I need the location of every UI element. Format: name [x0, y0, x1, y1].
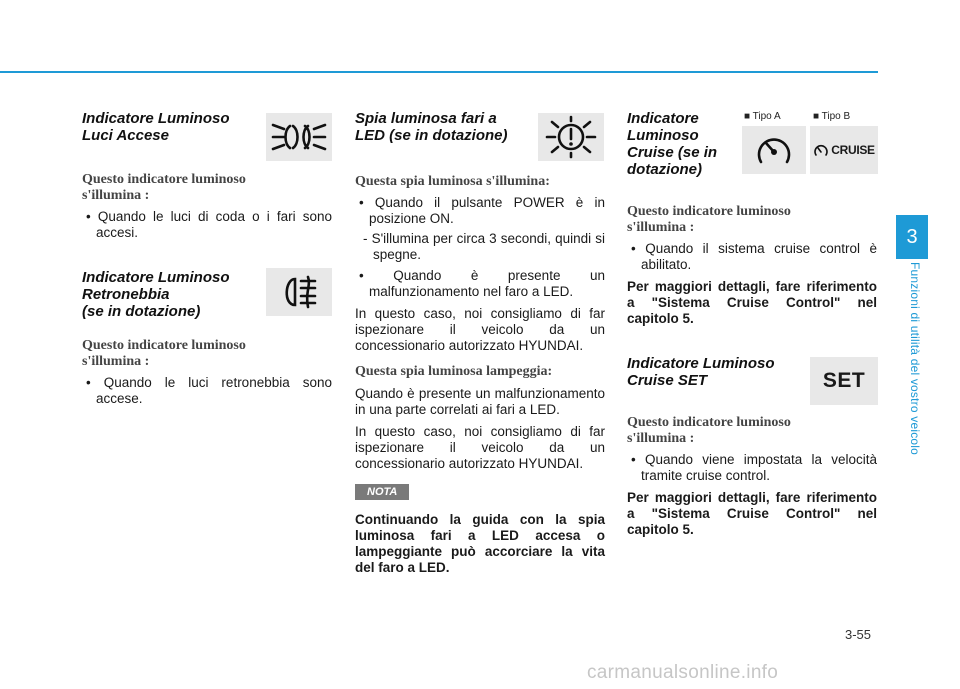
nota-badge: NOTA [355, 484, 409, 500]
cruise-type-a-icon [742, 126, 806, 174]
heading-line: (se in dotazione) [82, 303, 201, 320]
heading-line: LED (se in dotazione) [355, 127, 508, 144]
tail-lights-indicator-icon [266, 113, 332, 161]
tail-light-subheading: Questo indicatore luminoso s'illumina : [82, 172, 246, 203]
column-2 [355, 110, 605, 576]
heading-line: Indicatore Luminoso [82, 110, 230, 127]
led-bullet-power: • Quando il pulsante POWER è in posizione ON. [355, 195, 605, 227]
rear-fog-subheading: Questo indicatore luminoso s'illumina : [82, 338, 246, 369]
chapter-side-title: Funzioni di utilità del vostro veicolo [908, 262, 922, 456]
cruise-type-b-icon [810, 126, 878, 174]
led-headlamp-warning-icon [538, 113, 604, 161]
tail-light-indicator-heading [82, 110, 257, 144]
heading-line: Indicatore [627, 110, 699, 127]
cruise-reference: Per maggiori dettagli, fare riferimento a "Sistema Cruise Control" nel capitolo 5. [627, 279, 877, 326]
watermark: carmanualsonline.info [587, 662, 779, 683]
heading-line: Luci Accese [82, 127, 169, 144]
cruise-set-reference: Per maggiori dettagli, fare riferimento a "Sistema Cruise Control" nel capitolo 5. [627, 490, 877, 537]
cruise-set-subheading: Questo indicatore luminoso s'illumina : [627, 415, 791, 446]
cruise-set-heading [627, 355, 797, 389]
nota-text: Continuando la guida con la spia luminosa fari a LED accesa o lampeggiante può accorciare la vita del faro a LED. [355, 512, 605, 575]
led-para-inspect-2: In questo caso, noi consigliamo di far ispezionare il veicolo da un concessionario autorizzato HYUNDAI. [355, 424, 605, 471]
led-para-inspect: In questo caso, noi consigliamo di far ispezionare il veicolo da un concessionario autorizzato HYUNDAI. [355, 306, 605, 353]
led-subheading-on: Questa spia luminosa s'illumina: [355, 174, 550, 189]
cruise-subheading: Questo indicatore luminoso s'illumina : [627, 204, 791, 235]
tipo-b-label: ■ Tipo B [813, 111, 851, 122]
heading-line: Luminoso [627, 127, 699, 144]
cruise-text: CRUISE [831, 143, 875, 157]
heading-line: Cruise (se in [627, 144, 718, 161]
section-number-tab: 3 [896, 215, 928, 259]
rear-fog-bullet: • Quando le luci retronebbia sono accese. [82, 375, 332, 407]
top-divider [0, 71, 878, 73]
column-3 [627, 110, 877, 538]
heading-line: Spia luminosa fari a [355, 110, 497, 127]
cruise-indicator-heading [627, 110, 737, 178]
cruise-bullet: • Quando il sistema cruise control è abilitato. [627, 241, 877, 273]
heading-line: Retronebbia [82, 286, 170, 303]
tipo-a-label: ■ Tipo A [744, 111, 781, 122]
led-para-malfunction: Quando è presente un malfunzionamento in una parte correlati ai fari a LED. [355, 386, 605, 417]
rear-fog-light-icon [266, 268, 332, 316]
led-subheading-blink: Questa spia luminosa lampeggia: [355, 364, 553, 379]
rear-fog-heading [82, 269, 257, 320]
led-headlamp-heading [355, 110, 535, 144]
cruise-set-bullet: • Quando viene impostata la velocità tramite cruise control. [627, 452, 877, 484]
set-text: SET [822, 369, 866, 392]
tail-light-bullet: • Quando le luci di coda o i fari sono accesi. [82, 209, 332, 241]
heading-line: Indicatore Luminoso [82, 269, 230, 286]
heading-line: Cruise SET [627, 372, 708, 389]
heading-line: Indicatore Luminoso [627, 355, 775, 372]
cruise-set-icon [810, 357, 878, 405]
heading-line: dotazione) [627, 161, 702, 178]
led-bullet-malfunction: • Quando è presente un malfunzionamento nel faro a LED. [355, 268, 605, 300]
led-dash-3-seconds: - S'illumina per circa 3 secondi, quindi si spegne. [355, 231, 605, 263]
page-number: 3-55 [845, 627, 872, 642]
